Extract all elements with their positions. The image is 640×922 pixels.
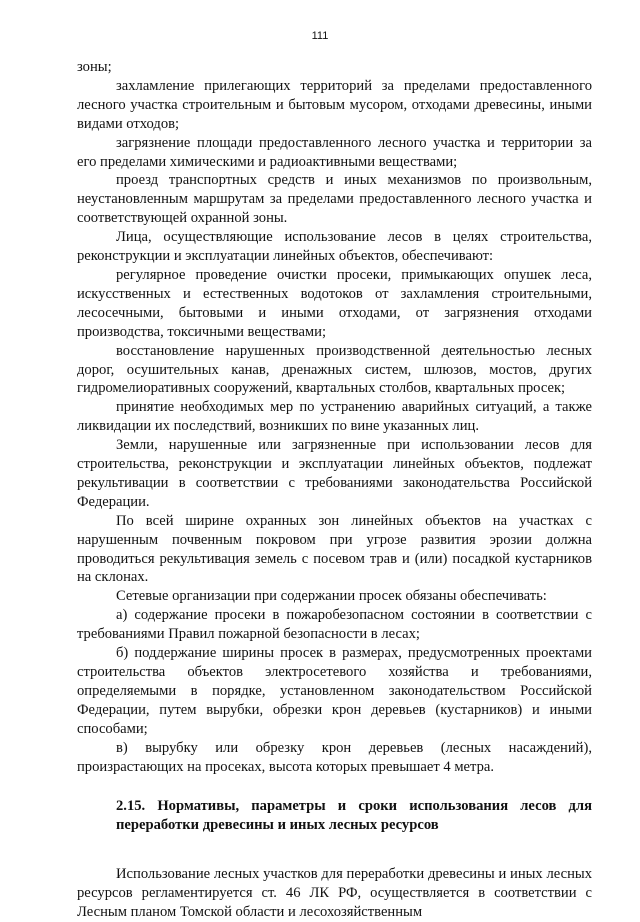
paragraph: захламление прилегающих территорий за пределами предоставленного лесного участка строительным и бытовым мусором, отходами древесины, иными видами отходов;	[77, 77, 592, 132]
paragraph: принятие необходимых мер по устранению аварийных ситуаций, а также ликвидации их последствий, возникших по вине указанных лиц.	[77, 399, 592, 435]
paragraph: в) вырубку или обрезку крон деревьев (лесных насаждений), произрастающих на просеках, высота которых превышает 4 метра.	[77, 739, 592, 775]
paragraph: регулярное проведение очистки просеки, примыкающих опушек леса, искусственных и естественных водотоков от захламления строительными, лесосечными, бытовыми и иными отходами, от загрязнения отходами производства, токсичными веществами;	[77, 266, 592, 340]
paragraph: зоны;	[77, 59, 112, 75]
paragraph: Земли, нарушенные или загрязненные при использовании лесов для строительства, реконструкции и эксплуатации линейных объектов, подлежат рекультивации в соответствии с требованиями законодательства Российской Федерации.	[77, 437, 592, 510]
paragraph: Использование лесных участков для переработки древесины и иных лесных ресурсов регламентируется ст. 46 ЛК РФ, осуществляется в соответствии с Лесным планом Томской области и лесохозяйственным	[77, 866, 592, 921]
document-body	[77, 58, 592, 922]
paragraph: б) поддержание ширины просек в размерах, предусмотренных проектами строительства объектов электросетевого хозяйства и требованиями, определяемыми в порядке, установленном законодательством Российской Федерации, путем вырубки, обрезки крон деревьев (кустарников) и иными способами;	[77, 645, 592, 737]
paragraph: а) содержание просеки в пожаробезопасном состоянии в соответствии с требованиями Правил пожарной безопасности в лесах;	[77, 607, 592, 643]
paragraph: По всей ширине охранных зон линейных объектов на участках с нарушенным почвенным покровом при угрозе развития эрозии должна проводиться рекультивация земель с посевом трав и (или) посадкой кустарников на склонах.	[77, 512, 592, 586]
paragraph: Лица, осуществляющие использование лесов в целях строительства, реконструкции и эксплуатации линейных объектов, обеспечивают:	[77, 229, 592, 265]
heading-spacer	[77, 835, 592, 865]
page-number: 111	[311, 30, 329, 42]
paragraph: восстановление нарушенных производственной деятельностью лесных дорог, осушительных канав, дренажных систем, шлюзов, мостов, других гидромелиоративных сооружений, квартальных столбов, квартальных просек;	[77, 342, 592, 397]
paragraph: проезд транспортных средств и иных механизмов по произвольным, неустановленным маршрутам за пределами предоставленного лесного участка и соответствующей охранной зоны.	[77, 172, 592, 227]
paragraph: загрязнение площади предоставленного лесного участка и территории за его пределами химическими и радиоактивными веществами;	[77, 134, 592, 170]
paragraph: Сетевые организации при содержании просек обязаны обеспечивать:	[116, 588, 547, 605]
section-heading: 2.15. Нормативы, параметры и сроки использования лесов для переработки древесины и иных лесных ресурсов	[116, 798, 592, 834]
